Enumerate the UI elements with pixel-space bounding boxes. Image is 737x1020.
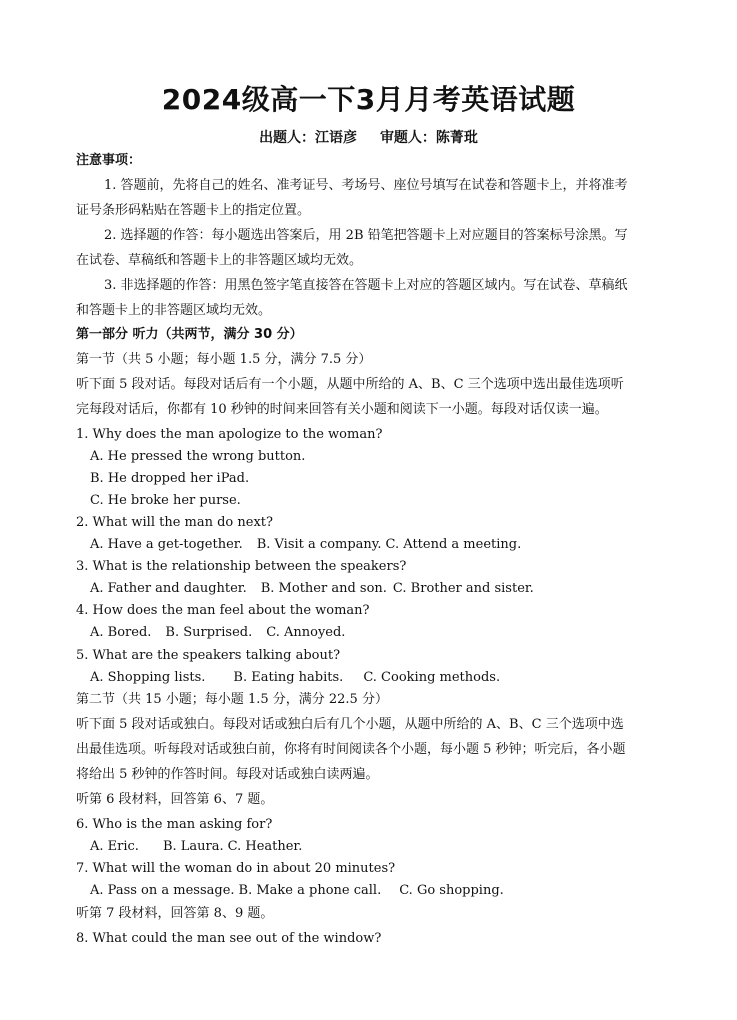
q1-option-b: B. He dropped her iPad. [90, 471, 250, 486]
question-6: 6. Who is the man asking for? [76, 817, 273, 832]
section1-instructions: 听下面 5 段对话。每段对话后有一个小题，从题中所给的 A、B、C 三个选项中选出最佳选项听 [76, 377, 624, 392]
q4-options [90, 624, 345, 642]
notice-item-1: 1. 答题前，先将自己的姓名、准考证号、考场号、座位号填写在试卷和答题卡上，并将准考 [104, 178, 628, 193]
authors-line [0, 127, 737, 147]
q7-options [90, 882, 504, 900]
q2-option-a: A. Have a get-together. [90, 537, 243, 552]
question-1: 1. Why does the man apologize to the woman? [76, 427, 383, 442]
q5-option-a: A. Shopping lists. [90, 670, 206, 685]
question-7: 7. What will the woman do in about 20 minutes? [76, 861, 396, 876]
section2-instructions-cont: 出最佳选项。听每段对话或独白前，你将有时间阅读各个小题，每小题 5 秒钟；听完后，各小题 [76, 742, 626, 757]
q5-option-b: B. Eating habits. [233, 670, 344, 685]
question-8: 8. What could the man see out of the window? [76, 931, 382, 946]
q6-option-c: C. Heather. [227, 839, 303, 854]
q7-option-a: A. Pass on a message. [90, 883, 235, 898]
q3-option-a: A. Father and daughter. [90, 581, 247, 596]
question-3: 3. What is the relationship between the speakers? [76, 559, 407, 574]
material-6-heading: 听第 6 段材料，回答第 6、7 题。 [76, 792, 274, 807]
question-4: 4. How does the man feel about the woman? [76, 603, 370, 618]
q5-options [90, 669, 500, 687]
notice-heading: 注意事项： [76, 153, 142, 168]
section2-heading: 第二节（共 15 小题；每小题 1.5 分，满分 22.5 分） [76, 692, 388, 707]
q2-option-c: C. Attend a meeting. [385, 537, 522, 552]
q6-options [90, 838, 302, 856]
notice-item-2: 2. 选择题的作答：每小题选出答案后，用 2B 铅笔把答题卡上对应题目的答案标号涂黑。写 [104, 228, 628, 243]
notice-item-3: 3. 非选择题的作答：用黑色签字笔直接答在答题卡上对应的答题区域内。写在试卷、草稿纸 [104, 278, 628, 293]
notice-item-3-cont: 和答题卡上的非答题区域均无效。 [76, 303, 272, 318]
notice-item-2-cont: 在试卷、草稿纸和答题卡上的非答题区域均无效。 [76, 253, 363, 268]
q3-options [90, 580, 534, 598]
setter-name: 出题人：江语彦 [259, 130, 358, 146]
section1-heading: 第一节（共 5 小题；每小题 1.5 分，满分 7.5 分） [76, 352, 372, 367]
notice-item-1-cont: 证号条形码粘贴在答题卡上的指定位置。 [76, 203, 311, 218]
section2-instructions: 听下面 5 段对话或独白。每段对话或独白后有几个小题，从题中所给的 A、B、C 三个选项中选 [76, 717, 624, 732]
question-5: 5. What are the speakers talking about? [76, 648, 341, 663]
q4-option-b: B. Surprised. [165, 625, 253, 640]
question-2: 2. What will the man do next? [76, 515, 273, 530]
q7-option-b: B. Make a phone call. [238, 883, 382, 898]
section2-instructions-cont2: 将给出 5 秒钟的作答时间。每段对话或独白读两遍。 [76, 767, 379, 782]
q3-option-b: B. Mother and son. [260, 581, 387, 596]
q3-option-c: C. Brother and sister. [392, 581, 534, 596]
part1-heading: 第一部分 听力（共两节，满分 30 分） [76, 327, 303, 342]
q5-option-c: C. Cooking methods. [363, 670, 501, 685]
q4-option-a: A. Bored. [90, 625, 152, 640]
q1-option-c: C. He broke her purse. [90, 493, 241, 508]
q6-option-a: A. Eric. [90, 839, 139, 854]
exam-title: 2024级高一下3月月考英语试题 [161, 83, 576, 116]
section1-instructions-cont: 完每段对话后，你都有 10 秒钟的时间来回答有关小题和阅读下一小题。每段对话仅读一遍。 [76, 402, 608, 417]
q2-options [90, 536, 521, 554]
q4-option-c: C. Annoyed. [266, 625, 346, 640]
q6-option-b: B. Laura. [162, 839, 224, 854]
material-7-heading: 听第 7 段材料，回答第 8、9 题。 [76, 906, 274, 921]
reviewer-name: 审题人：陈菁玭 [379, 130, 478, 146]
q1-option-a: A. He pressed the wrong button. [90, 449, 306, 464]
q7-option-c: C. Go shopping. [399, 883, 504, 898]
q2-option-b: B. Visit a company. [256, 537, 382, 552]
